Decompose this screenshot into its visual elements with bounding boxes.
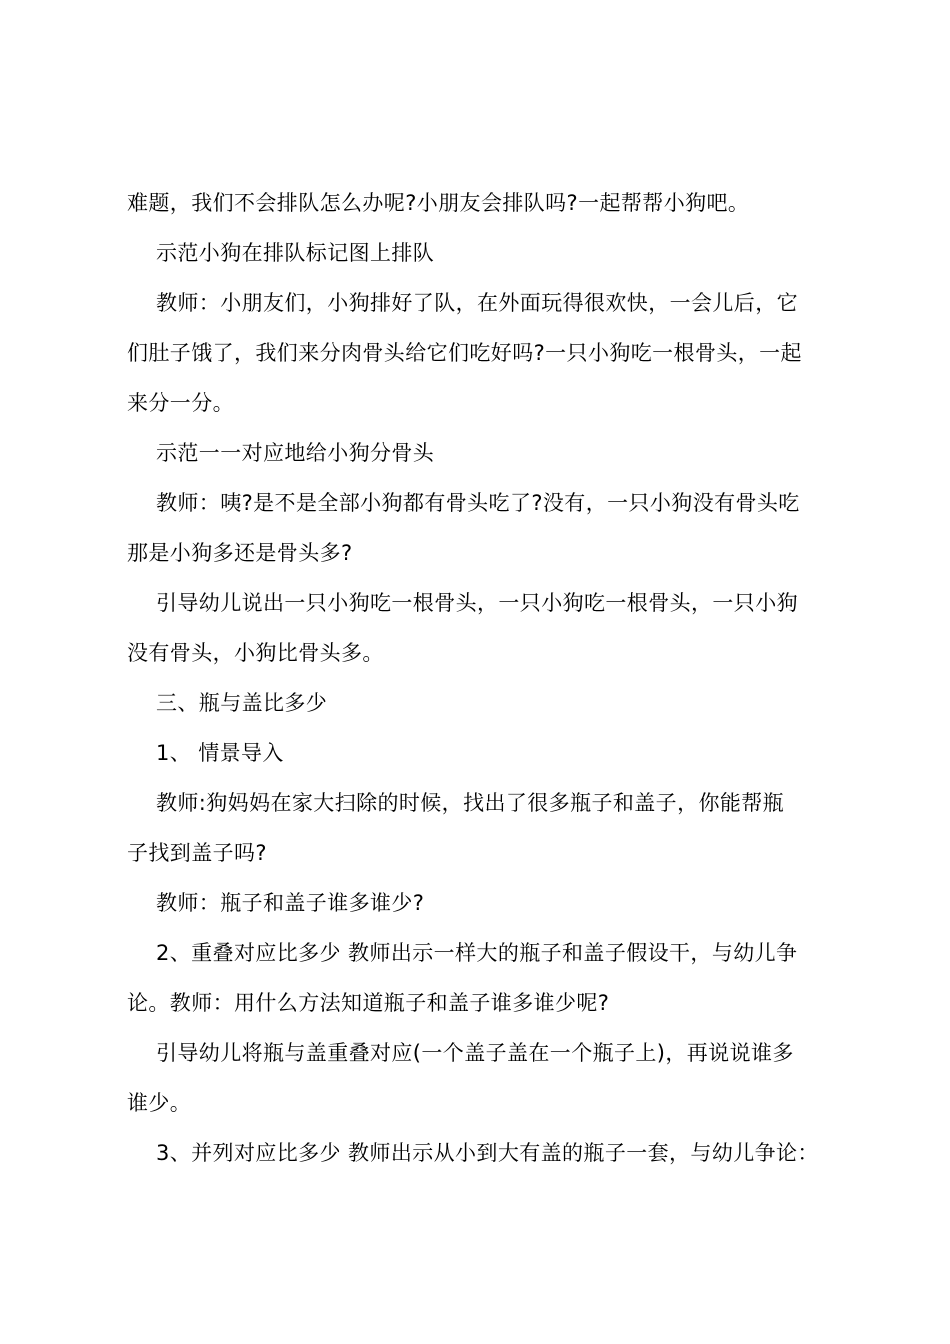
text-line-8: 那是小狗多还是骨头多? [127,541,353,565]
text-line-1: 难题，我们不会排队怎么办呢?小朋友会排队吗?一起帮帮小狗吧。 [127,191,750,215]
subheading-2: 2、重叠对应比多少 教师出示一样大的瓶子和盖子假设干，与幼儿争 [156,941,798,965]
section-heading-3: 三、瓶与盖比多少 [156,691,328,715]
document-body [127,178,839,1178]
text-line-9: 引导幼儿说出一只小狗吃一根骨头，一只小狗吃一根骨头，一只小狗 [156,591,798,615]
text-line-2: 示范小狗在排队标记图上排队 [156,241,435,265]
text-line-19: 谁少。 [127,1091,192,1115]
text-line-13: 教师:狗妈妈在家大扫除的时候，找出了很多瓶子和盖子，你能帮瓶 [156,791,785,815]
text-line-10: 没有骨头，小狗比骨头多。 [127,641,384,665]
subheading-1: 1、 情景导入 [156,741,284,765]
text-line-3: 教师：小朋友们，小狗排好了队，在外面玩得很欢快，一会儿后，它 [156,291,798,315]
text-line-5: 来分一分。 [127,391,234,415]
text-line-15: 教师：瓶子和盖子谁多谁少? [156,891,425,915]
text-line-4: 们肚子饿了，我们来分肉骨头给它们吃好吗?一只小狗吃一根骨头，一起 [127,341,802,365]
subheading-3: 3、并列对应比多少 教师出示从小到大有盖的瓶子一套，与幼儿争论： [156,1141,819,1165]
text-line-18: 引导幼儿将瓶与盖重叠对应(一个盖子盖在一个瓶子上)，再说说谁多 [156,1041,794,1065]
text-line-14: 子找到盖子吗? [127,841,267,865]
text-line-6: 示范一一对应地给小狗分骨头 [156,441,435,465]
text-line-7: 教师：咦?是不是全部小狗都有骨头吃了?没有，一只小狗没有骨头吃 [156,491,800,515]
text-line-17: 论。教师：用什么方法知道瓶子和盖子谁多谁少呢? [127,991,610,1015]
